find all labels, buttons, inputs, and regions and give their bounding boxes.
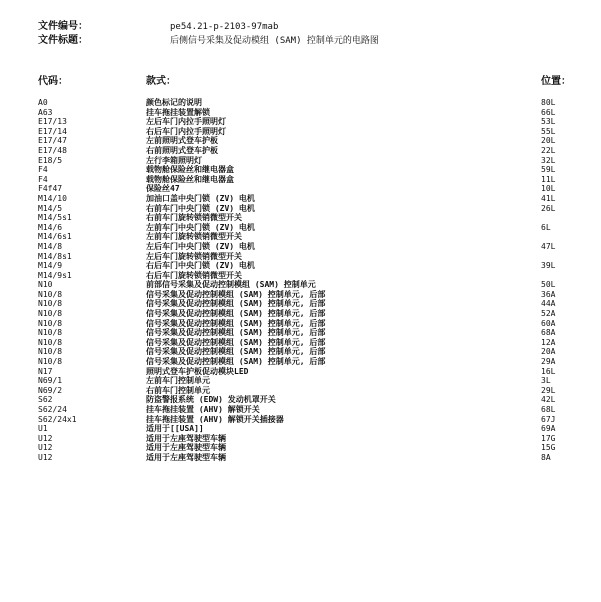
table-row [0, 261, 601, 271]
row-code: N10/8 [38, 309, 63, 319]
row-code: M14/9s1 [38, 270, 72, 280]
row-pos: 10L [541, 184, 556, 194]
row-code: M14/5 [38, 203, 63, 213]
row-code: N10/8 [38, 347, 63, 357]
row-code: M14/6 [38, 222, 63, 232]
row-code: M14/6s1 [38, 232, 72, 242]
row-code: E17/48 [38, 145, 67, 155]
row-pos: 15G [541, 443, 556, 453]
row-desc: 挂车拖挂装置解锁 [146, 107, 210, 117]
row-code: F4 [38, 174, 48, 184]
table-row [0, 165, 601, 175]
row-code: M14/5s1 [38, 213, 72, 223]
row-code: N10/8 [38, 289, 63, 299]
table-row [0, 395, 601, 405]
table-row [0, 376, 601, 386]
table-row [0, 232, 601, 242]
row-pos: 50L [541, 280, 556, 290]
table-row [0, 194, 601, 204]
table-row [0, 184, 601, 194]
table-row [0, 309, 601, 319]
row-pos: 16L [541, 366, 556, 376]
row-pos: 8A [541, 452, 551, 462]
row-desc: 右后车门旋转锁销微型开关 [146, 270, 242, 280]
table-row [0, 357, 601, 367]
row-code: U1 [38, 424, 48, 434]
row-code: N10/8 [38, 337, 63, 347]
row-desc: 右前车门旋转锁销微型开关 [146, 213, 242, 223]
row-desc: 右后车门内拉手照明灯 [146, 126, 226, 136]
row-desc: 信号采集及促动控制模组 (SAM) 控制单元, 后部 [146, 289, 326, 299]
table-header [0, 72, 601, 86]
row-desc: 防盗警报系统 (EDW) 发动机罩开关 [146, 395, 276, 405]
table-row [0, 367, 601, 377]
row-desc: 右前车门控制单元 [146, 385, 210, 395]
row-code: U12 [38, 452, 53, 462]
row-pos: 41L [541, 193, 556, 203]
table-row [0, 328, 601, 338]
row-code: S62/24 [38, 405, 67, 414]
table-row [0, 319, 601, 329]
row-desc: 左后车门旋转锁销微型开关 [146, 251, 242, 261]
row-code: E17/14 [38, 126, 67, 136]
table-row [0, 108, 601, 118]
row-desc: 照明式登车护板促动模块LED [146, 366, 249, 376]
table-row [0, 299, 601, 309]
row-pos: 11L [541, 174, 556, 184]
row-desc: 信号采集及促动控制模组 (SAM) 控制单元, 后部 [146, 337, 326, 347]
table-row [0, 175, 601, 185]
table-row [0, 242, 601, 252]
row-code: F4f47 [38, 184, 63, 194]
row-desc: 挂车拖挂装置 (AHV) 解锁开关 [146, 405, 260, 414]
row-code: U12 [38, 433, 53, 443]
row-code: N10/8 [38, 299, 63, 309]
table-row [0, 127, 601, 137]
table-row [0, 156, 601, 166]
row-desc: 适用于左座驾驶型车辆 [146, 452, 226, 462]
row-code: N10/8 [38, 318, 63, 328]
row-pos: 52A [541, 309, 556, 319]
row-pos: 47L [541, 241, 556, 251]
row-desc: 左前车门控制单元 [146, 376, 210, 386]
row-desc: 信号采集及促动控制模组 (SAM) 控制单元, 后部 [146, 328, 326, 338]
table-row [0, 453, 601, 463]
row-desc: 左后车门中央门锁 (ZV) 电机 [146, 241, 255, 251]
row-code: S62 [38, 395, 53, 405]
row-desc: 加油口盖中央门锁 (ZV) 电机 [146, 193, 255, 203]
row-code: E17/47 [38, 136, 67, 146]
row-code: A63 [38, 107, 53, 117]
row-pos: 59L [541, 165, 556, 175]
parts-table [0, 98, 601, 463]
table-row [0, 117, 601, 127]
row-pos: 29A [541, 357, 556, 367]
table-row [0, 443, 601, 453]
table-row [0, 338, 601, 348]
document-number-value: pe54.21-p-2103-97mab [170, 22, 279, 32]
table-row [0, 252, 601, 262]
row-desc: 右后车门中央门锁 (ZV) 电机 [146, 261, 255, 271]
row-pos: 32L [541, 155, 556, 165]
row-code: F4 [38, 165, 48, 175]
row-desc: 信号采集及促动控制模组 (SAM) 控制单元, 后部 [146, 318, 326, 328]
row-desc: 左前车门旋转锁销微型开关 [146, 232, 242, 242]
table-row [0, 271, 601, 281]
row-desc: 适用于[[USA]] [146, 424, 204, 434]
row-code: N10 [38, 280, 53, 290]
document-title-label: 文件标题： [38, 35, 88, 46]
row-pos: 6L [541, 222, 551, 232]
row-desc: 左前车门中央门锁 (ZV) 电机 [146, 222, 255, 232]
table-row [0, 204, 601, 214]
row-desc: 右前照明式登车护板 [146, 145, 218, 155]
row-desc: 信号采集及促动控制模组 (SAM) 控制单元, 后部 [146, 299, 326, 309]
table-row [0, 136, 601, 146]
row-desc: 右前车门中央门锁 (ZV) 电机 [146, 203, 255, 213]
row-pos: 20L [541, 136, 556, 146]
row-pos: 53L [541, 117, 556, 127]
row-code: N10/8 [38, 328, 63, 338]
row-pos: 67J [541, 414, 556, 424]
table-row [0, 424, 601, 434]
table-row [0, 146, 601, 156]
row-desc: 适用于左座驾驶型车辆 [146, 443, 226, 453]
row-desc: 载物舱保险丝和继电器盒 [146, 165, 234, 175]
row-code: M14/8 [38, 241, 63, 251]
row-desc: 左前照明式登车护板 [146, 136, 218, 146]
document-number [38, 17, 278, 32]
row-desc: 颜色标记的说明 [146, 98, 202, 107]
row-code: M14/8s1 [38, 251, 72, 261]
table-row [0, 415, 601, 425]
row-desc: 左行李箱照明灯 [146, 155, 202, 165]
row-pos: 42L [541, 395, 556, 405]
table-row [0, 223, 601, 233]
table-row [0, 405, 601, 415]
row-desc: 挂车拖挂装置 (AHV) 解锁开关插接器 [146, 414, 284, 424]
row-pos: 36A [541, 289, 556, 299]
row-pos: 60A [541, 318, 556, 328]
row-code: S62/24x1 [38, 414, 77, 424]
row-pos: 26L [541, 203, 556, 213]
row-code: E18/5 [38, 155, 63, 165]
row-pos: 66L [541, 107, 556, 117]
row-desc: 前部信号采集及促动控制模组 (SAM) 控制单元 [146, 280, 316, 290]
table-row [0, 98, 601, 108]
row-desc: 适用于左座驾驶型车辆 [146, 433, 226, 443]
row-pos: 68A [541, 328, 556, 338]
document-title-value: 后侧信号采集及促动模组 (SAM) 控制单元的电路图 [170, 36, 379, 46]
row-pos: 17G [541, 433, 556, 443]
row-pos: 80L [541, 98, 556, 107]
row-code: N17 [38, 366, 53, 376]
row-desc: 保险丝47 [146, 184, 180, 194]
row-code: U12 [38, 443, 53, 453]
row-pos: 68L [541, 405, 556, 414]
row-code: E17/13 [38, 117, 67, 127]
row-pos: 12A [541, 337, 556, 347]
document-title [38, 31, 379, 46]
document-number-label: 文件编号： [38, 21, 88, 32]
row-code: N69/2 [38, 385, 63, 395]
row-pos: 44A [541, 299, 556, 309]
row-desc: 载物舱保险丝和继电器盒 [146, 174, 234, 184]
header-pos: 位置： [541, 76, 571, 87]
row-pos: 29L [541, 385, 556, 395]
row-pos: 20A [541, 347, 556, 357]
table-row [0, 434, 601, 444]
row-pos: 55L [541, 126, 556, 136]
table-row [0, 280, 601, 290]
table-row [0, 386, 601, 396]
row-desc: 信号采集及促动控制模组 (SAM) 控制单元, 后部 [146, 309, 326, 319]
row-desc: 左后车门内拉手照明灯 [146, 117, 226, 127]
row-code: N10/8 [38, 357, 63, 367]
row-code: A0 [38, 98, 48, 107]
header-code: 代码： [38, 76, 68, 87]
row-code: M14/9 [38, 261, 63, 271]
row-desc: 信号采集及促动控制模组 (SAM) 控制单元, 后部 [146, 347, 326, 357]
table-row [0, 213, 601, 223]
row-code: M14/10 [38, 193, 67, 203]
row-pos: 22L [541, 145, 556, 155]
header-desc: 款式： [146, 76, 176, 87]
row-pos: 39L [541, 261, 556, 271]
row-pos: 69A [541, 424, 556, 434]
table-row [0, 347, 601, 357]
row-desc: 信号采集及促动控制模组 (SAM) 控制单元, 后部 [146, 357, 326, 367]
row-code: N69/1 [38, 376, 63, 386]
row-pos: 3L [541, 376, 551, 386]
